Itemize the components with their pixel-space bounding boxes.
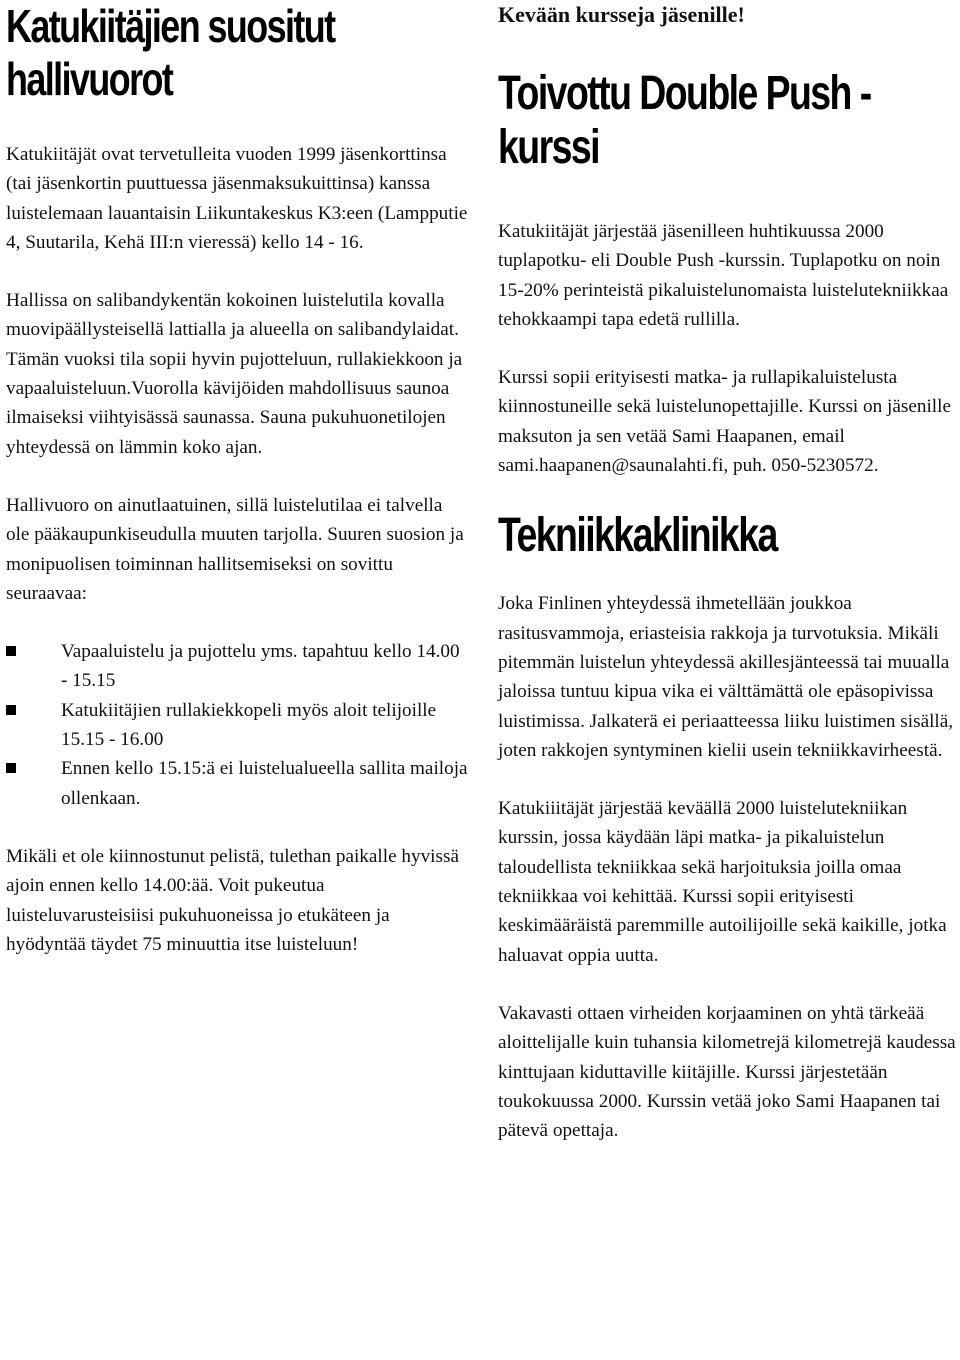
paragraph: Katukiiitäjät järjestää keväällä 2000 luistelutekniikan kurssin, jossa käydään läpi matka- ja pikaluistelun taloudellista tekniikkaa sekä harjoituksia joilla omaa tekniikkaa voi kehittää. Kurssi sopii erityisesti keskimääräistä paremmille autoilijoille sekä kaikille, jotka haluavat oppia uutta.: [498, 798, 947, 966]
paragraph: Kurssi sopii erityisesti matka- ja rullapikaluistelusta kiinnostuneille sekä luistelunopettajille. Kurssi on jäsenille maksuton ja sen vetää Sami Haapanen, email sami.haapanen@saunalahti.fi, puh. 050-5230572.: [498, 367, 951, 477]
list-item-text: Ennen kello 15.15:ä ei luistelualueella sallita mailoja ollenkaan.: [61, 758, 468, 809]
list-item: [6, 754, 468, 813]
closing-paragraph: Mikäli et ole kiinnostunut pelistä, tulethan paikalle hyvissä ajoin ennen kello 14.00:ää. Voit pukeutua luisteluvarusteisiisi pukuhuoneissa jo etukäteen ja hyödyntää täydet 75 minuuttia itse luisteluun!: [6, 845, 459, 955]
paragraph: Katukiitäjät ovat tervetulleita vuoden 1999 jäsenkorttinsa (tai jäsenkortin puuttuessa jäsenmaksukuittinsa) kanssa luistelemaan lauantaisin Liikuntakeskus K3:een (Lampputie 4, Suutarila, Kehä III:n vieressä) kello 14 - 16.: [6, 144, 468, 253]
right-column: [498, 0, 956, 1174]
hall-article-headline: [6, 0, 468, 140]
headline-line: Tekniikkaklinikka: [498, 509, 777, 563]
square-bullet-icon: [6, 646, 16, 656]
paragraph: Vakavasti ottaen virheiden korjaaminen on yhtä tärkeää aloittelijalle kuin tuhansia kilometrejä kilometrejä kaudessa kinttujaan kiduttaville kiitäjille. Kurssi järjestetään toukokuussa 2000. Kurssin vetää joko Sami Haapanen tai pätevä opettaja.: [498, 1002, 956, 1142]
section-kicker: Kevään kursseja jäsenille!: [498, 2, 745, 27]
headline-line: kurssi: [498, 121, 599, 174]
list-item: [6, 637, 468, 696]
paragraph: Hallivuoro on ainutlaatuinen, sillä luistelutilaa ei talvella ole pääkaupunkiseudulla muuten tarjolla. Suuren suosion ja monipuolisen toiminnan hallitsemiseksi on sovittu seuraavaa:: [6, 494, 464, 604]
square-bullet-icon: [6, 705, 16, 715]
paragraph: Joka Finlinen yhteydessä ihmetellään joukkoa rasitusvammoja, eriasteisia rakkoja ja turvotuksia. Mikäli pitemmän luistelun yhteydessä akillesjänteessä tai muualla jaloissa tuntuu kipua vika ei välttämättä ole epäsopivissa luistimissa. Jalkaterä ei periaatteessa liiku luistimen sisällä, joten rakkojen syntyminen kielii usein tekniikkavirheestä.: [498, 593, 954, 761]
list-item-text: Vapaaluistelu ja pujottelu yms. tapahtuu kello 14.00 - 15.15: [61, 641, 460, 692]
clinic-headline: [498, 509, 956, 589]
rules-list: [6, 637, 468, 813]
square-bullet-icon: [6, 763, 16, 773]
paragraph: Katukiitäjät järjestää jäsenilleen huhtikuussa 2000 tuplapotku- eli Double Push -kurssin. Tuplapotku on noin 15-20% perinteistä pikaluistelunomaista luistelutekniikkaa tehokkaampi tapa edetä rullilla.: [498, 221, 949, 330]
headline-line: Katukiitäjien suositut: [6, 0, 335, 52]
list-item: [6, 696, 468, 755]
headline-line: Toivottu Double Push -: [498, 67, 871, 120]
headline-line: hallivuorot: [6, 53, 173, 105]
double-push-headline: [498, 67, 956, 217]
paragraph: Hallissa on salibandykentän kokoinen luistelutila kovalla muovipäällysteisellä lattialla ja alueella on salibandylaidat. Tämän vuoksi tila sopii hyvin pujotteluun, rullakiekkoon ja vapaaluisteluun.Vuorolla kävijöiden mahdollisuus saunoa ilmaiseksi viihtyisässä saunassa. Sauna pukuhuonetilojen yhteydessä on lämmin koko ajan.: [6, 290, 463, 458]
list-item-text: Katukiitäjien rullakiekkopeli myös aloit telijoille 15.15 - 16.00: [61, 699, 437, 751]
left-column: [6, 0, 468, 988]
